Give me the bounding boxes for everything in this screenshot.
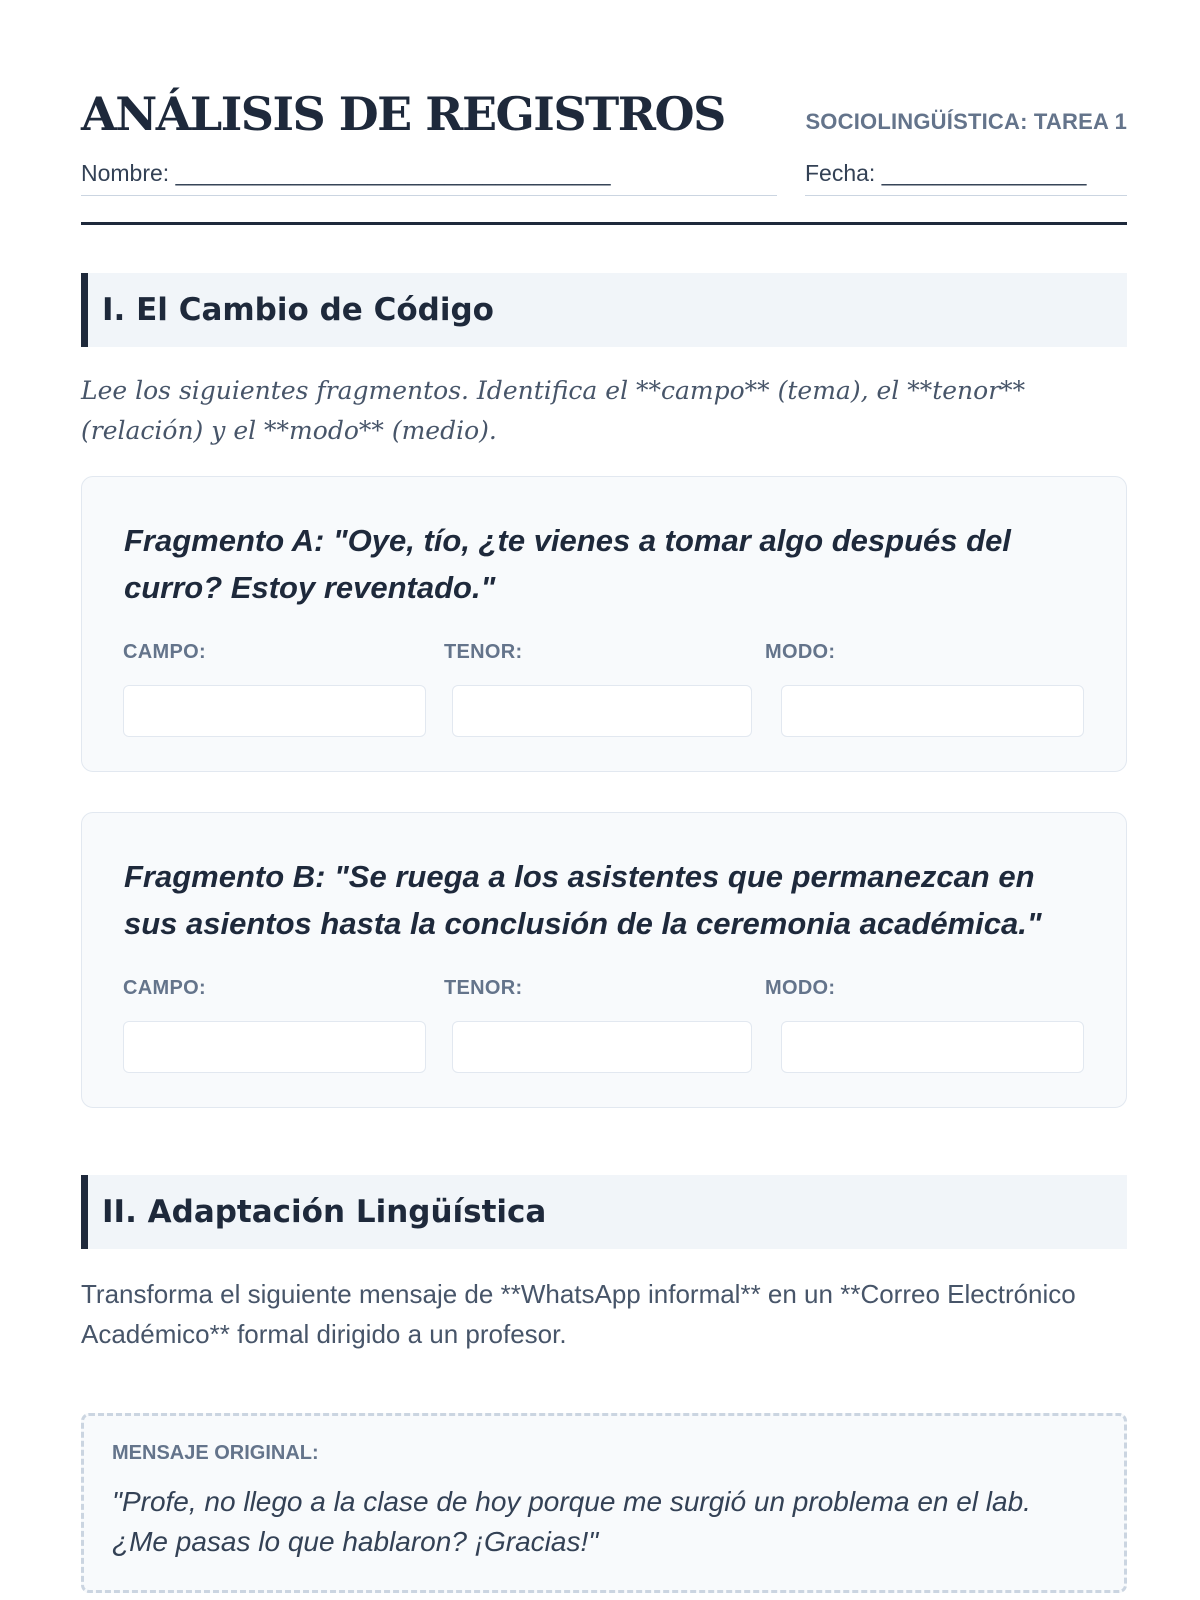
fragment-quote: Fragmento B: "Se ruega a los asistentes que permanezcan en sus asientos hasta la conclusión de la ceremonia académica." bbox=[124, 859, 1042, 941]
section-heading-code-switching bbox=[81, 273, 1127, 347]
tenor-label: TENOR: bbox=[444, 977, 523, 999]
campo-input[interactable] bbox=[123, 685, 426, 737]
date-field[interactable]: Fecha: ________________ bbox=[805, 157, 1127, 196]
original-message-box bbox=[81, 1413, 1127, 1593]
tenor-input[interactable] bbox=[452, 685, 752, 737]
modo-label: MODO: bbox=[765, 977, 836, 999]
modo-input[interactable] bbox=[781, 685, 1084, 737]
tenor-input[interactable] bbox=[452, 1021, 752, 1073]
modo-input[interactable] bbox=[781, 1021, 1084, 1073]
fragment-card-a bbox=[81, 476, 1127, 772]
original-message-label: MENSAJE ORIGINAL: bbox=[112, 1442, 319, 1464]
header-divider bbox=[81, 222, 1127, 225]
campo-label: CAMPO: bbox=[123, 977, 206, 999]
campo-input[interactable] bbox=[123, 1021, 426, 1073]
name-field[interactable]: Nombre: __________________________________ bbox=[81, 157, 777, 196]
section-instructions: Transforma el siguiente mensaje de **WhatsApp informal** en un **Correo Electrónico Académico** formal dirigido a un profesor. bbox=[81, 1279, 1076, 1349]
page-title: ANÁLISIS DE REGISTROS bbox=[81, 87, 725, 141]
fragment-quote: Fragmento A: "Oye, tío, ¿te vienes a tomar algo después del curro? Estoy reventado." bbox=[124, 523, 1011, 605]
course-label: SOCIOLINGÜÍSTICA: TAREA 1 bbox=[805, 109, 1127, 134]
section-heading-label: II. Adaptación Lingüística bbox=[102, 1194, 547, 1230]
original-message-text: "Profe, no llego a la clase de hoy porque me surgió un problema en el lab. ¿Me pasas lo que hablaron? ¡Gracias!" bbox=[112, 1486, 1031, 1557]
worksheet-header bbox=[81, 0, 1127, 228]
section-heading-adaptation bbox=[81, 1175, 1127, 1249]
section-heading-label: I. El Cambio de Código bbox=[102, 292, 494, 328]
tenor-label: TENOR: bbox=[444, 641, 523, 663]
worksheet-page bbox=[81, 0, 1127, 1557]
modo-label: MODO: bbox=[765, 641, 836, 663]
fragment-card-b bbox=[81, 812, 1127, 1108]
campo-label: CAMPO: bbox=[123, 641, 206, 663]
section-instructions: Lee los siguientes fragmentos. Identifica el **campo** (tema), el **tenor** (relación) y el **modo** (medio). bbox=[81, 376, 1026, 445]
